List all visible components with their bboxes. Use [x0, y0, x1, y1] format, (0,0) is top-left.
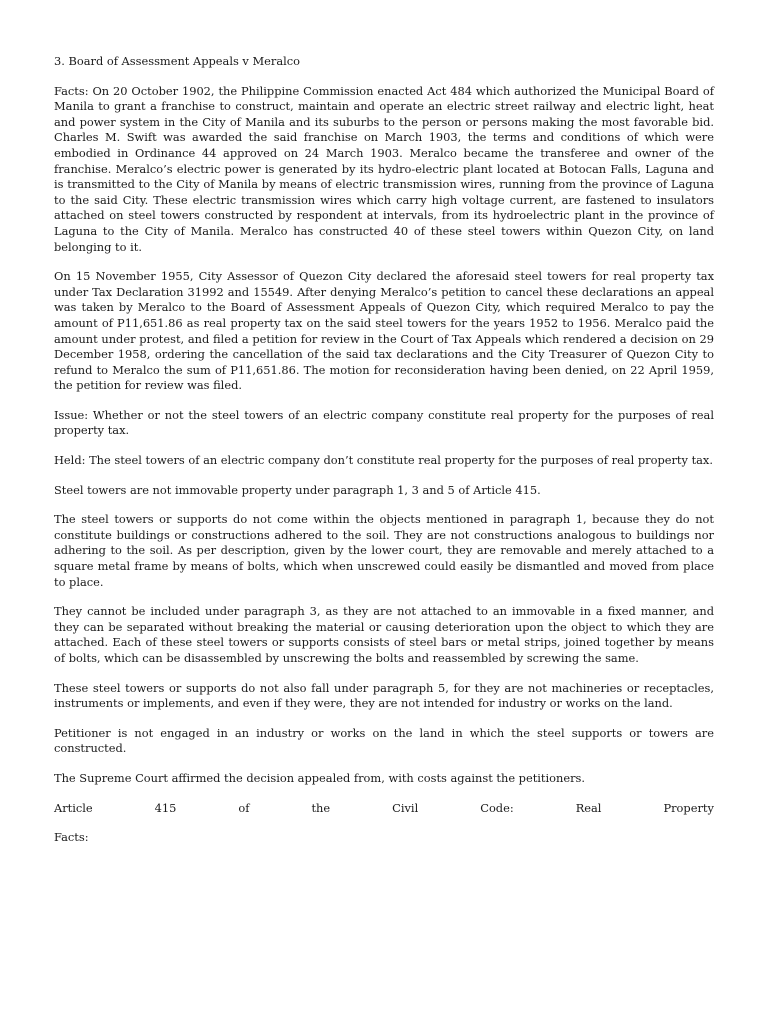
- article-word: the: [311, 800, 331, 815]
- article-word: Code:: [480, 800, 514, 815]
- facts-paragraph: Facts: On 20 October 1902, the Philippine Commission enacted Act 484 which authorized the Municipal Board of Manila to grant a franchise to construct, maintain and operate an electric street railway and electric light, heat and power system in the City of Manila and its suburbs to the person or persons making the most favorable bid. Charles M. Swift was awarded the said franchise on March 1903, the terms and conditions of which were embodied in Ordinance 44 approved on 24 March 1903. Meralco became the transferee and owner of the franchise. Meralco’s electric power is generated by its hydro-electric plant located at Botocan Falls, Laguna and is transmitted to the City of Manila by means of electric transmission wires, running from the province of Laguna to the said City. These electric transmission wires which carry high voltage current, are fastened to insulators attached on steel towers constructed by respondent at intervals, from its hydroelectric plant in the province of Laguna to the City of Manila. Meralco has constructed 40 of these steel towers within Quezon City, on land belonging to it.: [54, 83, 714, 254]
- procedural-history-paragraph: On 15 November 1955, City Assessor of Quezon City declared the aforesaid steel towers for real property tax under Tax Declaration 31992 and 15549. After denying Meralco’s petition to cancel these declarations an appeal was taken by Meralco to the Board of Assessment Appeals of Quezon City, which required Meralco to pay the amount of P11,651.86 as real property tax on the said steel towers for the years 1952 to 1956. Meralco paid the amount under protest, and filed a petition for review in the Court of Tax Appeals which rendered a decision on 29 December 1958, ordering the cancellation of the said tax declarations and the City Treasurer of Quezon City to refund to Meralco the sum of P11,651.86. The motion for reconsideration having been denied, on 22 April 1959, the petition for review was filed.: [54, 269, 714, 393]
- article-word: 415: [154, 800, 177, 815]
- paragraph-1-analysis: The steel towers or supports do not come within the objects mentioned in paragraph 1, because they do not constitute buildings or constructions adhered to the soil. They are not constructions analogous to buildings nor adhering to the soil. As per description, given by the lower court, they are removable and merely attached to a square metal frame by means of bolts, which when unscrewed could easily be dismantled and moved from place to place.: [54, 512, 714, 589]
- article-word: Article: [54, 800, 93, 815]
- paragraph-5-analysis: These steel towers or supports do not also fall under paragraph 5, for they are not machineries or receptacles, instruments or implements, and even if they were, they are not intended for industry or works on the land.: [54, 680, 714, 711]
- paragraph-3-analysis: They cannot be included under paragraph 3, as they are not attached to an immovable in a fixed manner, and they can be separated without breaking the material or causing deterioration upon the object to which they are attached. Each of these steel towers or supports consists of steel bars or metal strips, joined together by means of bolts, which can be disassembled by unscrewing the bolts and reassembled by screwing the same.: [54, 604, 714, 665]
- facts-label: Facts:: [54, 830, 89, 845]
- article-word: of: [238, 800, 250, 815]
- article-word: Real: [575, 800, 602, 815]
- document-title: 3. Board of Assessment Appeals v Meralco: [54, 54, 301, 68]
- article-heading-line: [54, 801, 714, 817]
- article-word: Civil: [392, 800, 419, 815]
- ruling-summary-paragraph: Steel towers are not immovable property under paragraph 1, 3 and 5 of Article 415.: [54, 482, 541, 497]
- issue-paragraph: Issue: Whether or not the steel towers of an electric company constitute real property for the purposes of real property tax.: [54, 407, 714, 438]
- article-word: Property: [663, 800, 714, 815]
- held-paragraph: Held: The steel towers of an electric company don’t constitute real property for the purposes of real property tax.: [54, 453, 713, 468]
- disposition-paragraph: The Supreme Court affirmed the decision appealed from, with costs against the petitioners.: [54, 770, 585, 785]
- petitioner-paragraph: Petitioner is not engaged in an industry or works on the land in which the steel supports or towers are constructed.: [54, 725, 714, 756]
